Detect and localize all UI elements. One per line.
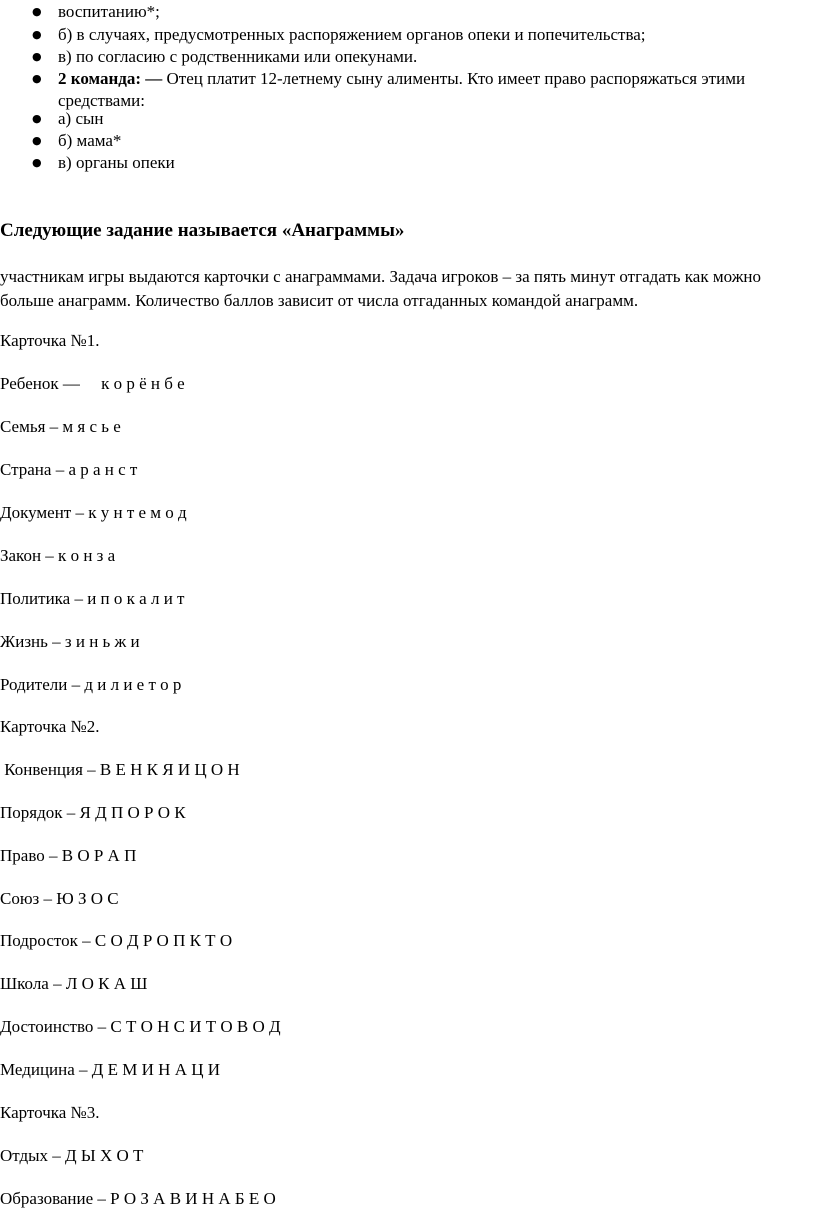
list-item-text: а) сын	[58, 109, 104, 128]
anagram-line: Политика – и п о к а л и т	[0, 589, 185, 608]
bullet-icon	[32, 46, 42, 67]
card-heading: Карточка №3.	[0, 1103, 100, 1122]
bullet-icon	[32, 152, 42, 173]
list-item	[58, 68, 816, 89]
bullet-icon	[32, 108, 42, 129]
anagram-line: Образование – Р О З А В И Н А Б Е О	[0, 1189, 276, 1208]
intro-paragraph: участникам игры выдаются карточки с анаграммами. Задача игроков – за пять минут отгадать как можно больше анаграмм. Количество баллов зависит от числа отгаданных командой анаграмм.	[0, 267, 762, 310]
list-item	[58, 24, 816, 45]
section-heading: Следующие задание называется «Анаграммы»	[0, 220, 405, 241]
bullet-icon	[32, 68, 42, 89]
list-item-text: в) по согласию с родственниками или опекунами.	[58, 47, 418, 66]
bullet-icon	[32, 1, 42, 22]
list-item-text: в) органы опеки	[58, 153, 175, 172]
list-item-text: воспитанию*;	[58, 2, 160, 21]
list-item-text: Отец платит 12-летнему сыну алименты. Кто имеет право распоряжаться этими	[162, 69, 746, 88]
anagram-line: Страна – а р а н с т	[0, 460, 138, 479]
anagram-line: Родители – д и л и е т о р	[0, 675, 182, 694]
list-item	[58, 108, 816, 129]
card-heading: Карточка №1.	[0, 331, 100, 350]
anagram-line: Союз – Ю З О С	[0, 889, 119, 908]
team-label: 2 команда: —	[58, 69, 163, 88]
bullet-icon	[32, 130, 42, 151]
list-item-text: средствами:	[58, 91, 145, 110]
anagram-line: Школа – Л О К А Ш	[0, 974, 148, 993]
anagram-line: Достоинство – С Т О Н С И Т О В О Д	[0, 1017, 281, 1036]
anagram-line: Подросток – С О Д Р О П К Т О	[0, 931, 233, 950]
anagram-line: Закон – к о н з а	[0, 546, 116, 565]
card-heading: Карточка №2.	[0, 717, 100, 736]
anagram-line: Конвенция – В Е Н К Я И Ц О Н	[0, 760, 240, 779]
list-item	[58, 152, 816, 173]
list-item-text: б) в случаях, предусмотренных распоряжением органов опеки и попечительства;	[58, 25, 646, 44]
anagram-line: Право – В О Р А П	[0, 846, 137, 865]
anagram-line: Медицина – Д Е М И Н А Ц И	[0, 1060, 221, 1079]
bullet-icon	[32, 24, 42, 45]
list-item-text: б) мама*	[58, 131, 122, 150]
anagram-line: Документ – к у н т е м о д	[0, 503, 187, 522]
anagram-line: Ребенок — к о р ё н б е	[0, 374, 185, 393]
anagram-line: Порядок – Я Д П О Р О К	[0, 803, 186, 822]
list-item	[58, 1, 816, 22]
anagram-line: Отдых – Д Ы Х О Т	[0, 1146, 144, 1165]
anagram-line: Семья – м я с ь е	[0, 417, 121, 436]
anagram-line: Жизнь – з и н ь ж и	[0, 632, 140, 651]
list-item	[58, 46, 816, 67]
list-item	[58, 130, 816, 151]
